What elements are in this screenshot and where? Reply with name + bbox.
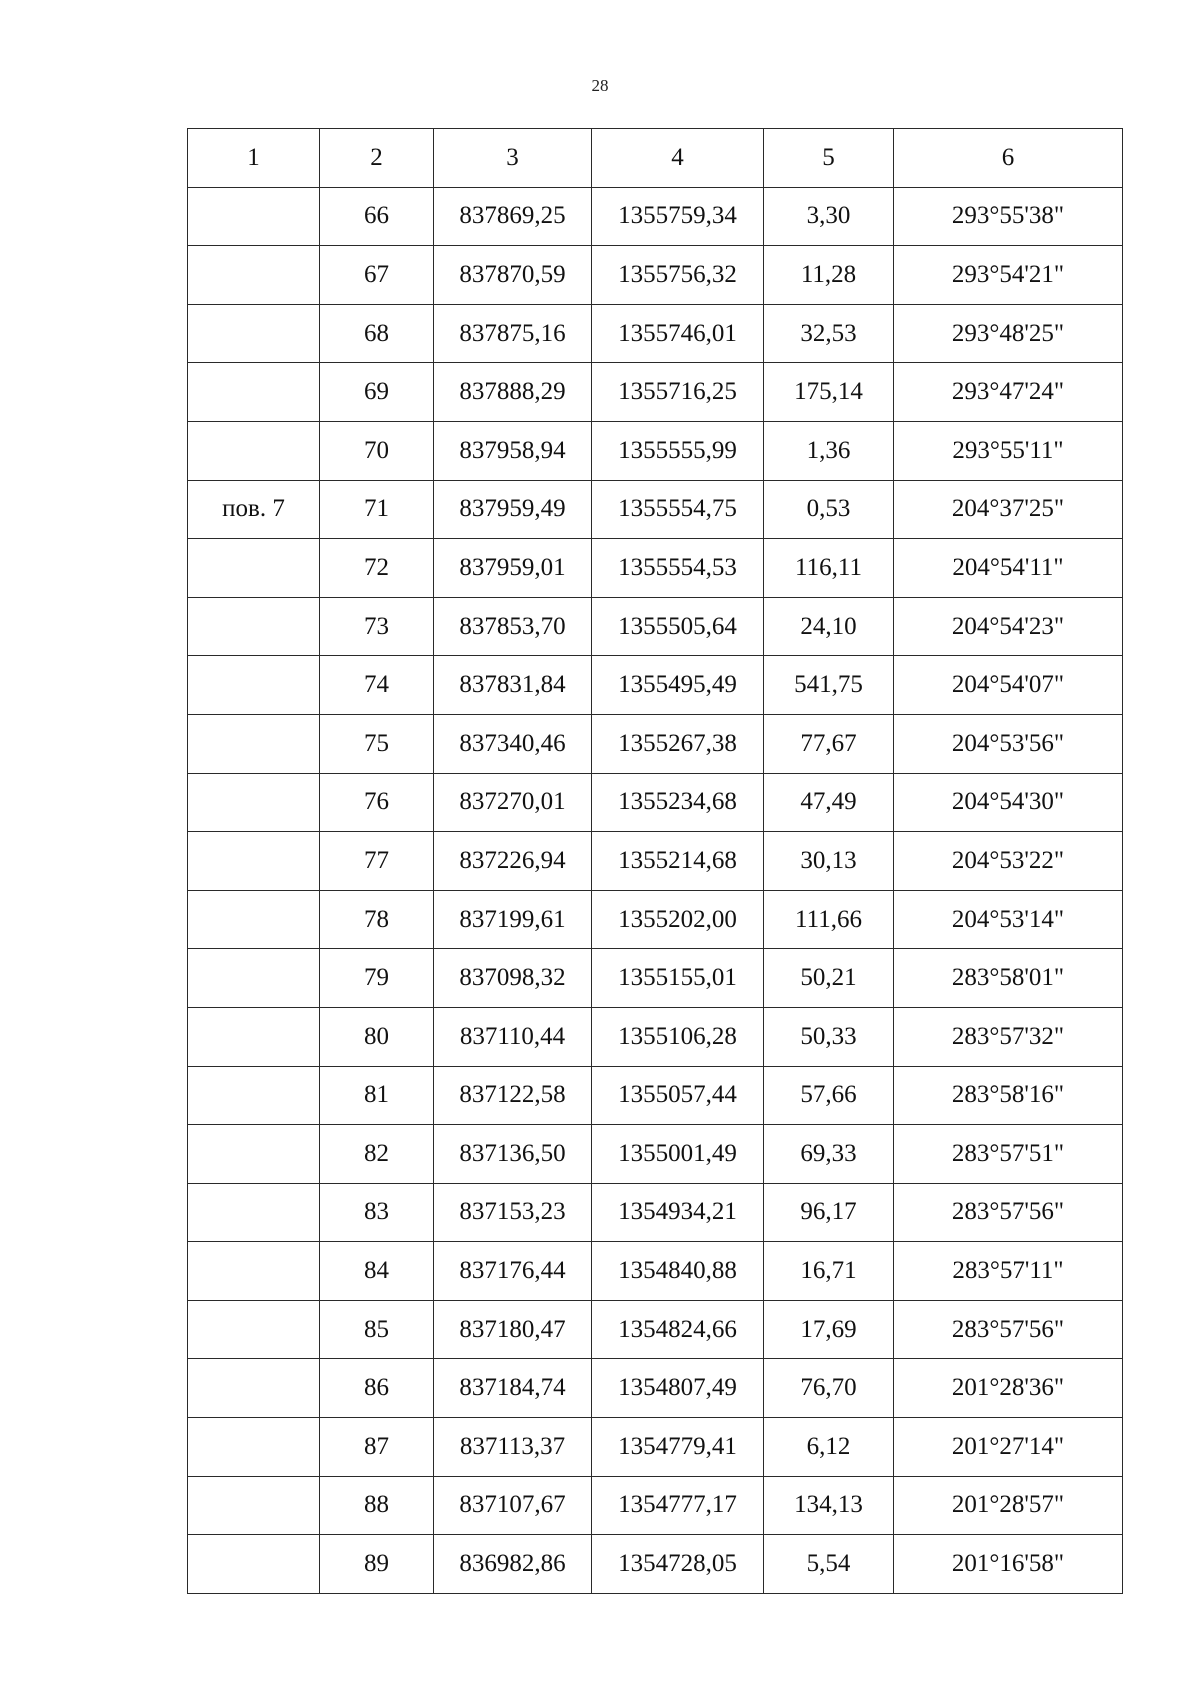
distance-cell: 77,67 xyxy=(764,714,894,773)
bearing-cell: 293°55'38" xyxy=(894,187,1123,246)
y-coordinate-cell: 1355716,25 xyxy=(592,363,764,422)
x-coordinate-cell: 837199,61 xyxy=(434,890,592,949)
bearing-cell: 204°54'23" xyxy=(894,597,1123,656)
column-header: 4 xyxy=(592,129,764,188)
y-coordinate-cell: 1354824,66 xyxy=(592,1300,764,1359)
table-row xyxy=(188,832,1123,891)
turn-label-cell xyxy=(188,363,320,422)
point-number-cell: 75 xyxy=(320,714,434,773)
bearing-cell: 204°54'11" xyxy=(894,539,1123,598)
point-number-cell: 74 xyxy=(320,656,434,715)
x-coordinate-cell: 837136,50 xyxy=(434,1125,592,1184)
point-number-cell: 77 xyxy=(320,832,434,891)
distance-cell: 50,33 xyxy=(764,1007,894,1066)
point-number-cell: 78 xyxy=(320,890,434,949)
point-number-cell: 85 xyxy=(320,1300,434,1359)
table-row xyxy=(188,1535,1123,1594)
y-coordinate-cell: 1355554,75 xyxy=(592,480,764,539)
distance-cell: 32,53 xyxy=(764,304,894,363)
x-coordinate-cell: 837180,47 xyxy=(434,1300,592,1359)
bearing-cell: 201°28'57" xyxy=(894,1476,1123,1535)
table-row xyxy=(188,187,1123,246)
y-coordinate-cell: 1355555,99 xyxy=(592,421,764,480)
distance-cell: 175,14 xyxy=(764,363,894,422)
point-number-cell: 82 xyxy=(320,1125,434,1184)
table-row xyxy=(188,1066,1123,1125)
x-coordinate-cell: 837831,84 xyxy=(434,656,592,715)
distance-cell: 5,54 xyxy=(764,1535,894,1594)
x-coordinate-cell: 837184,74 xyxy=(434,1359,592,1418)
turn-label-cell xyxy=(188,539,320,598)
bearing-cell: 204°53'22" xyxy=(894,832,1123,891)
y-coordinate-cell: 1354807,49 xyxy=(592,1359,764,1418)
y-coordinate-cell: 1355495,49 xyxy=(592,656,764,715)
bearing-cell: 204°53'56" xyxy=(894,714,1123,773)
point-number-cell: 89 xyxy=(320,1535,434,1594)
distance-cell: 96,17 xyxy=(764,1183,894,1242)
x-coordinate-cell: 837226,94 xyxy=(434,832,592,891)
distance-cell: 50,21 xyxy=(764,949,894,1008)
distance-cell: 30,13 xyxy=(764,832,894,891)
point-number-cell: 83 xyxy=(320,1183,434,1242)
turn-label-cell xyxy=(188,1242,320,1301)
y-coordinate-cell: 1354728,05 xyxy=(592,1535,764,1594)
table-row xyxy=(188,714,1123,773)
column-header: 1 xyxy=(188,129,320,188)
column-header: 6 xyxy=(894,129,1123,188)
y-coordinate-cell: 1355001,49 xyxy=(592,1125,764,1184)
bearing-cell: 201°16'58" xyxy=(894,1535,1123,1594)
x-coordinate-cell: 837270,01 xyxy=(434,773,592,832)
bearing-cell: 283°57'51" xyxy=(894,1125,1123,1184)
column-header: 3 xyxy=(434,129,592,188)
table-row xyxy=(188,597,1123,656)
point-number-cell: 84 xyxy=(320,1242,434,1301)
x-coordinate-cell: 837875,16 xyxy=(434,304,592,363)
point-number-cell: 71 xyxy=(320,480,434,539)
x-coordinate-cell: 837853,70 xyxy=(434,597,592,656)
point-number-cell: 86 xyxy=(320,1359,434,1418)
x-coordinate-cell: 837959,01 xyxy=(434,539,592,598)
turn-label-cell xyxy=(188,1418,320,1477)
table-row xyxy=(188,246,1123,305)
table-row xyxy=(188,1476,1123,1535)
distance-cell: 1,36 xyxy=(764,421,894,480)
turn-label-cell xyxy=(188,1125,320,1184)
turn-label-cell xyxy=(188,1476,320,1535)
y-coordinate-cell: 1355234,68 xyxy=(592,773,764,832)
bearing-cell: 293°54'21" xyxy=(894,246,1123,305)
turn-label-cell xyxy=(188,1359,320,1418)
bearing-cell: 293°47'24" xyxy=(894,363,1123,422)
distance-cell: 11,28 xyxy=(764,246,894,305)
turn-label-cell xyxy=(188,597,320,656)
coordinates-table xyxy=(187,128,1123,1594)
table-row xyxy=(188,539,1123,598)
y-coordinate-cell: 1354840,88 xyxy=(592,1242,764,1301)
x-coordinate-cell: 837959,49 xyxy=(434,480,592,539)
table-row xyxy=(188,304,1123,363)
bearing-cell: 283°58'01" xyxy=(894,949,1123,1008)
y-coordinate-cell: 1354777,17 xyxy=(592,1476,764,1535)
bearing-cell: 201°28'36" xyxy=(894,1359,1123,1418)
distance-cell: 69,33 xyxy=(764,1125,894,1184)
distance-cell: 57,66 xyxy=(764,1066,894,1125)
turn-label-cell xyxy=(188,304,320,363)
point-number-cell: 73 xyxy=(320,597,434,656)
y-coordinate-cell: 1354779,41 xyxy=(592,1418,764,1477)
turn-label-cell xyxy=(188,773,320,832)
turn-label-cell xyxy=(188,1300,320,1359)
bearing-cell: 283°57'32" xyxy=(894,1007,1123,1066)
point-number-cell: 69 xyxy=(320,363,434,422)
bearing-cell: 204°54'07" xyxy=(894,656,1123,715)
table-row xyxy=(188,1125,1123,1184)
y-coordinate-cell: 1355746,01 xyxy=(592,304,764,363)
distance-cell: 6,12 xyxy=(764,1418,894,1477)
y-coordinate-cell: 1355267,38 xyxy=(592,714,764,773)
distance-cell: 541,75 xyxy=(764,656,894,715)
bearing-cell: 204°53'14" xyxy=(894,890,1123,949)
distance-cell: 17,69 xyxy=(764,1300,894,1359)
point-number-cell: 72 xyxy=(320,539,434,598)
distance-cell: 116,11 xyxy=(764,539,894,598)
table-row xyxy=(188,363,1123,422)
point-number-cell: 81 xyxy=(320,1066,434,1125)
table-row xyxy=(188,890,1123,949)
x-coordinate-cell: 837110,44 xyxy=(434,1007,592,1066)
bearing-cell: 204°37'25" xyxy=(894,480,1123,539)
turn-label-cell xyxy=(188,1535,320,1594)
table-body xyxy=(188,129,1123,1594)
y-coordinate-cell: 1355155,01 xyxy=(592,949,764,1008)
turn-label-cell xyxy=(188,421,320,480)
y-coordinate-cell: 1355057,44 xyxy=(592,1066,764,1125)
distance-cell: 47,49 xyxy=(764,773,894,832)
x-coordinate-cell: 837176,44 xyxy=(434,1242,592,1301)
turn-label-cell xyxy=(188,246,320,305)
table-row xyxy=(188,773,1123,832)
bearing-cell: 283°57'56" xyxy=(894,1300,1123,1359)
table-row xyxy=(188,421,1123,480)
x-coordinate-cell: 836982,86 xyxy=(434,1535,592,1594)
turn-label-cell xyxy=(188,1066,320,1125)
turn-label-cell xyxy=(188,949,320,1008)
bearing-cell: 293°48'25" xyxy=(894,304,1123,363)
point-number-cell: 79 xyxy=(320,949,434,1008)
y-coordinate-cell: 1355759,34 xyxy=(592,187,764,246)
table-row xyxy=(188,656,1123,715)
turn-label-cell xyxy=(188,1183,320,1242)
table-row xyxy=(188,1007,1123,1066)
turn-label-cell xyxy=(188,656,320,715)
turn-label-cell: пов. 7 xyxy=(188,480,320,539)
point-number-cell: 87 xyxy=(320,1418,434,1477)
table-row xyxy=(188,949,1123,1008)
bearing-cell: 293°55'11" xyxy=(894,421,1123,480)
y-coordinate-cell: 1355554,53 xyxy=(592,539,764,598)
bearing-cell: 283°58'16" xyxy=(894,1066,1123,1125)
distance-cell: 0,53 xyxy=(764,480,894,539)
point-number-cell: 80 xyxy=(320,1007,434,1066)
table-header-row xyxy=(188,129,1123,188)
x-coordinate-cell: 837153,23 xyxy=(434,1183,592,1242)
y-coordinate-cell: 1354934,21 xyxy=(592,1183,764,1242)
point-number-cell: 70 xyxy=(320,421,434,480)
table-row xyxy=(188,1418,1123,1477)
table-row xyxy=(188,1359,1123,1418)
bearing-cell: 201°27'14" xyxy=(894,1418,1123,1477)
page-number: 28 xyxy=(591,76,609,95)
x-coordinate-cell: 837870,59 xyxy=(434,246,592,305)
table-row xyxy=(188,1300,1123,1359)
distance-cell: 134,13 xyxy=(764,1476,894,1535)
turn-label-cell xyxy=(188,187,320,246)
y-coordinate-cell: 1355756,32 xyxy=(592,246,764,305)
x-coordinate-cell: 837888,29 xyxy=(434,363,592,422)
x-coordinate-cell: 837122,58 xyxy=(434,1066,592,1125)
turn-label-cell xyxy=(188,832,320,891)
table-row xyxy=(188,480,1123,539)
point-number-cell: 66 xyxy=(320,187,434,246)
table-row xyxy=(188,1242,1123,1301)
y-coordinate-cell: 1355106,28 xyxy=(592,1007,764,1066)
bearing-cell: 283°57'56" xyxy=(894,1183,1123,1242)
point-number-cell: 68 xyxy=(320,304,434,363)
x-coordinate-cell: 837340,46 xyxy=(434,714,592,773)
point-number-cell: 88 xyxy=(320,1476,434,1535)
distance-cell: 16,71 xyxy=(764,1242,894,1301)
point-number-cell: 67 xyxy=(320,246,434,305)
column-header: 5 xyxy=(764,129,894,188)
table-row xyxy=(188,1183,1123,1242)
turn-label-cell xyxy=(188,890,320,949)
column-header: 2 xyxy=(320,129,434,188)
distance-cell: 24,10 xyxy=(764,597,894,656)
x-coordinate-cell: 837107,67 xyxy=(434,1476,592,1535)
distance-cell: 76,70 xyxy=(764,1359,894,1418)
y-coordinate-cell: 1355214,68 xyxy=(592,832,764,891)
point-number-cell: 76 xyxy=(320,773,434,832)
x-coordinate-cell: 837958,94 xyxy=(434,421,592,480)
x-coordinate-cell: 837098,32 xyxy=(434,949,592,1008)
distance-cell: 111,66 xyxy=(764,890,894,949)
turn-label-cell xyxy=(188,714,320,773)
bearing-cell: 204°54'30" xyxy=(894,773,1123,832)
x-coordinate-cell: 837869,25 xyxy=(434,187,592,246)
y-coordinate-cell: 1355505,64 xyxy=(592,597,764,656)
distance-cell: 3,30 xyxy=(764,187,894,246)
x-coordinate-cell: 837113,37 xyxy=(434,1418,592,1477)
y-coordinate-cell: 1355202,00 xyxy=(592,890,764,949)
turn-label-cell xyxy=(188,1007,320,1066)
bearing-cell: 283°57'11" xyxy=(894,1242,1123,1301)
